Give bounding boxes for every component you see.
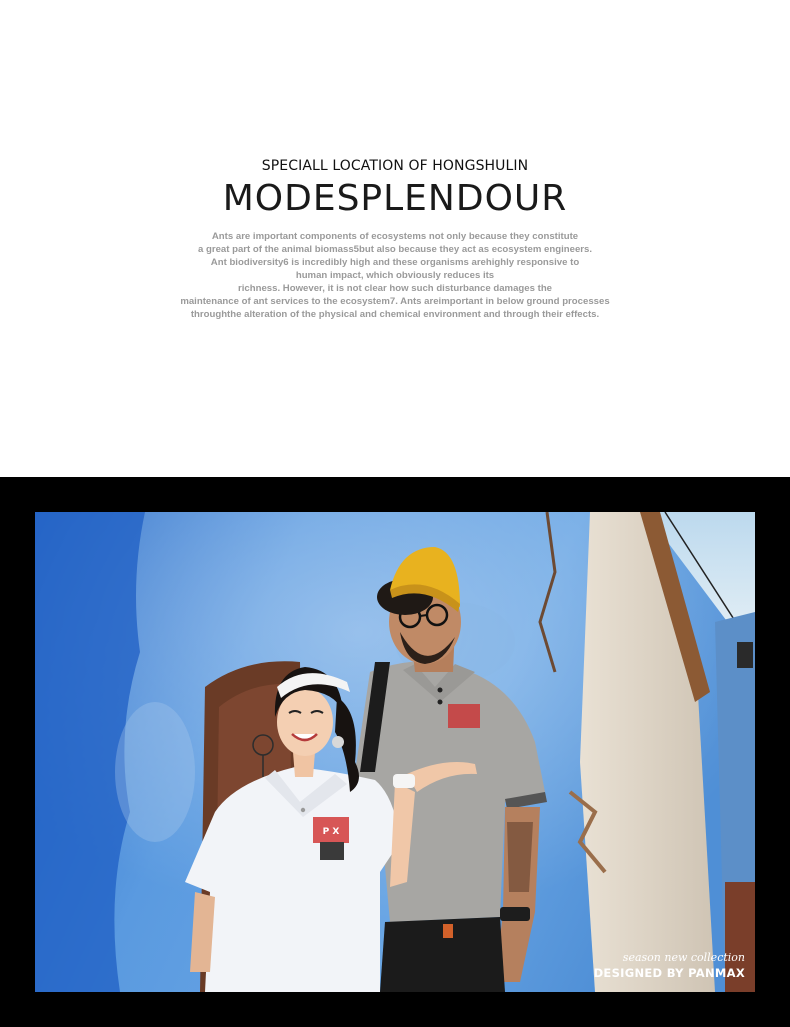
description-line: human impact, which obviously reduces its — [295, 270, 495, 281]
location-subtitle: SPECIALL LOCATION OF HONGSHULIN — [261, 158, 529, 174]
shirt-logo — [313, 817, 349, 843]
brand-title: MODESPLENDOUR — [222, 178, 568, 219]
photo-section — [0, 477, 790, 1027]
couple-photo — [35, 512, 755, 992]
description-line: Ant biodiversity6 is incredibly high and these organisms arehighly responsive to — [210, 257, 580, 268]
description-paragraph — [0, 230, 790, 321]
intro-section — [0, 0, 790, 477]
season-caption: season new collection — [622, 951, 745, 964]
description-line: richness. However, it is not clear how such disturbance damages the — [237, 283, 553, 294]
description-line: throughthe alteration of the physical and chemical environment and through their effects. — [190, 309, 600, 320]
shirt-logo-text: P X — [322, 827, 340, 837]
description-line: a great part of the animal biomass5but also because they act as ecosystem engineers. — [197, 244, 593, 255]
description-line: maintenance of ant services to the ecosystem7. Ants areimportant in below ground processes — [180, 296, 610, 307]
description-line: Ants are important components of ecosystems not only because they constitute — [211, 231, 579, 242]
photo-illustration — [35, 512, 755, 992]
designer-caption: DESIGNED BY PANMAX — [593, 966, 745, 980]
